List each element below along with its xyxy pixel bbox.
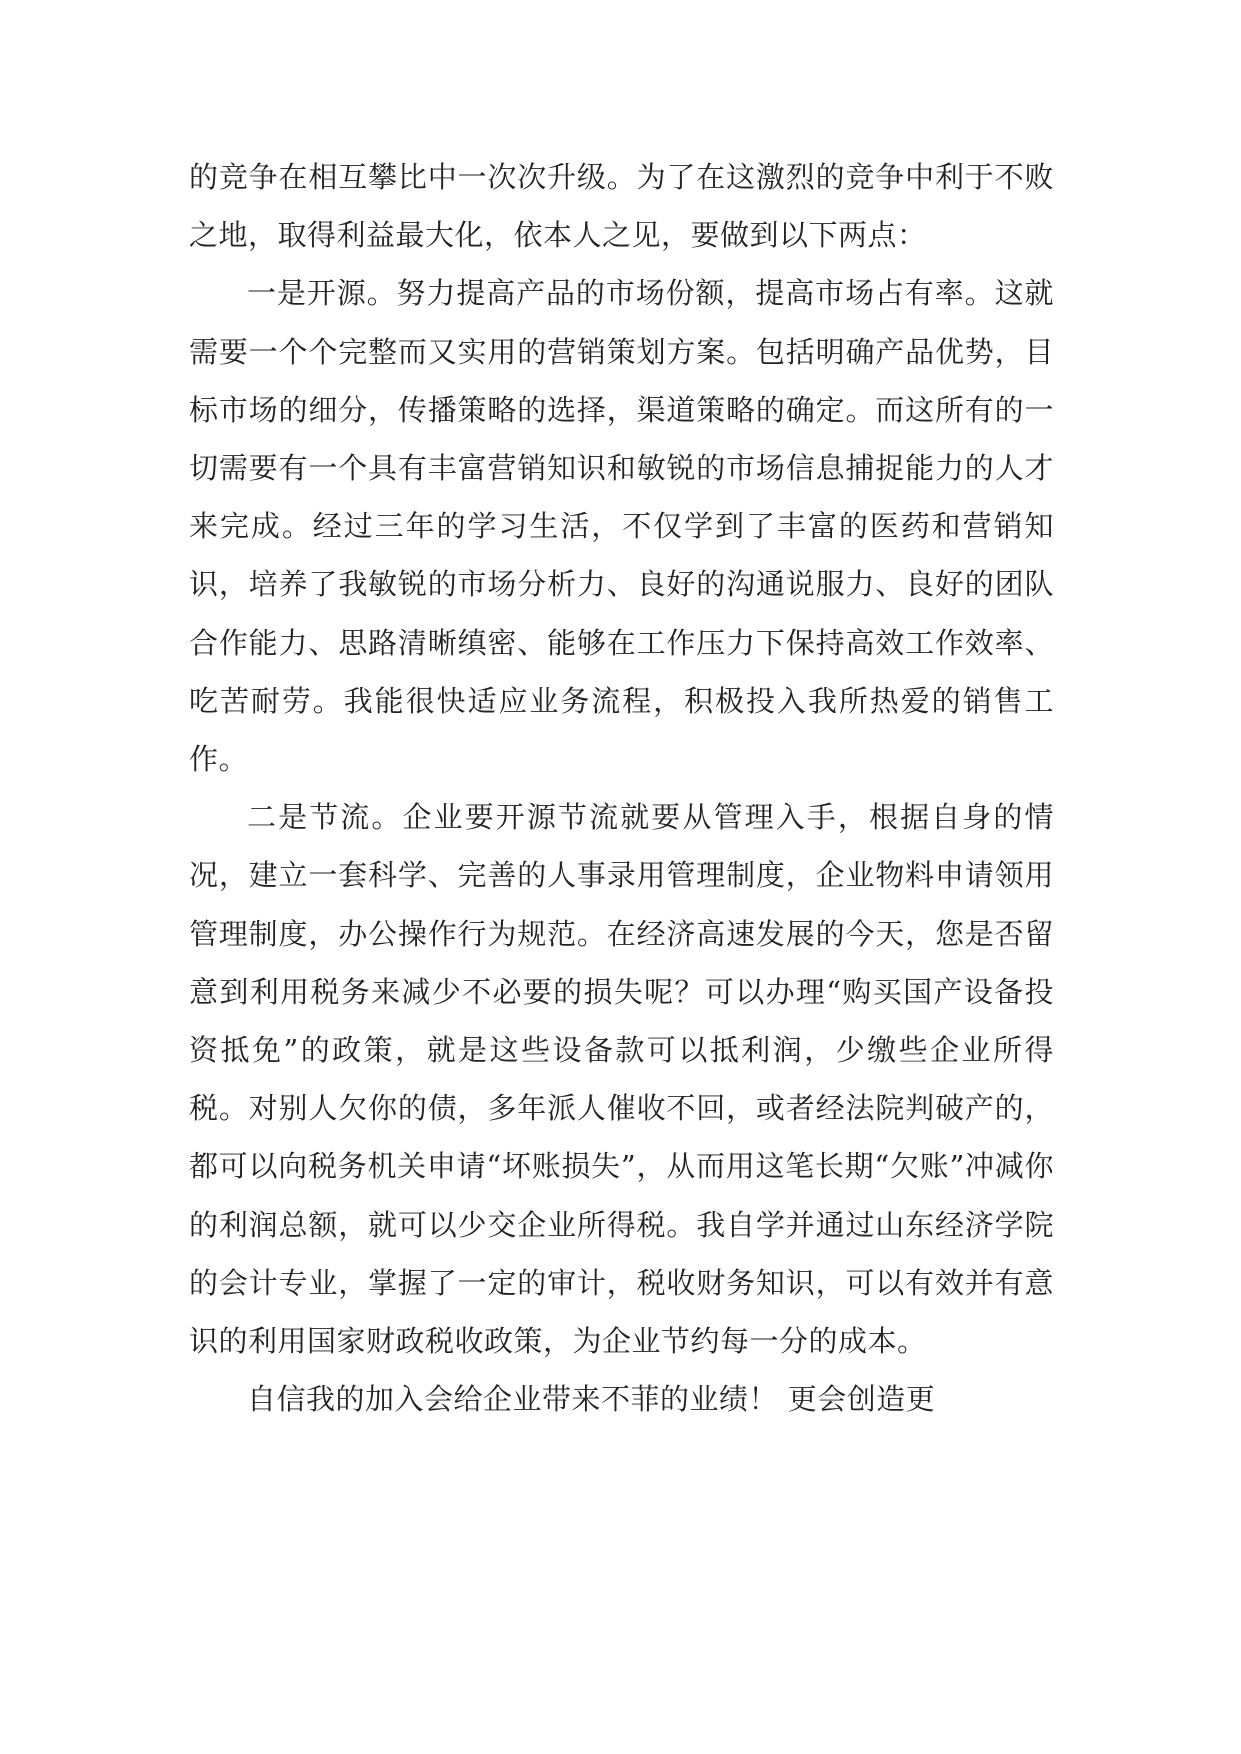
paragraph-competition-intro: 的竞争在相互攀比中一次次升级。为了在这激烈的竞争中利于不败之地，取得利益最大化，依本人之见，要做到以下两点： <box>189 160 1054 253</box>
document-body <box>189 148 1054 1428</box>
paragraph-cost-saving: 二是节流。企业要开源节流就要从管理入手，根据自身的情况，建立一套科学、完善的人事录用管理制度，企业物料申请领用管理制度，办公操作行为规范。在经济高速发展的今天，您是否留意到利用税务来减少不必要的损失呢？可以办理“购买国产设备投资抵免”的政策，就是这些设备款可以抵利润，少缴些企业所得税。对别人欠你的债，多年派人催收不回，或者经法院判破产的，都可以向税务机关申请“坏账损失”，从而用这笔长期“欠账”冲减你的利润总额，就可以少交企业所得税。我自学并通过山东经济学院的会计专业，掌握了一定的审计，税收财务知识，可以有效并有意识的利用国家财政税收政策，为企业节约每一分的成本。 <box>189 800 1054 1359</box>
paragraph-open-source: 一是开源。努力提高产品的市场份额，提高市场占有率。这就需要一个个完整而又实用的营销策划方案。包括明确产品优势，目标市场的细分，传播策略的选择，渠道策略的确定。而这所有的一切需要有一个具有丰富营销知识和敏锐的市场信息捕捉能力的人才来完成。经过三年的学习生活，不仅学到了丰富的医药和营销知识，培养了我敏锐的市场分析力、良好的沟通说服力、良好的团队合作能力、思路清晰缜密、能够在工作压力下保持高效工作效率、吃苦耐劳。我能很快适应业务流程，积极投入我所热爱的销售工作。 <box>189 276 1054 777</box>
paragraph-confidence: 自信我的加入会给企业带来不菲的业绩！ 更会创造更 <box>247 1382 936 1417</box>
